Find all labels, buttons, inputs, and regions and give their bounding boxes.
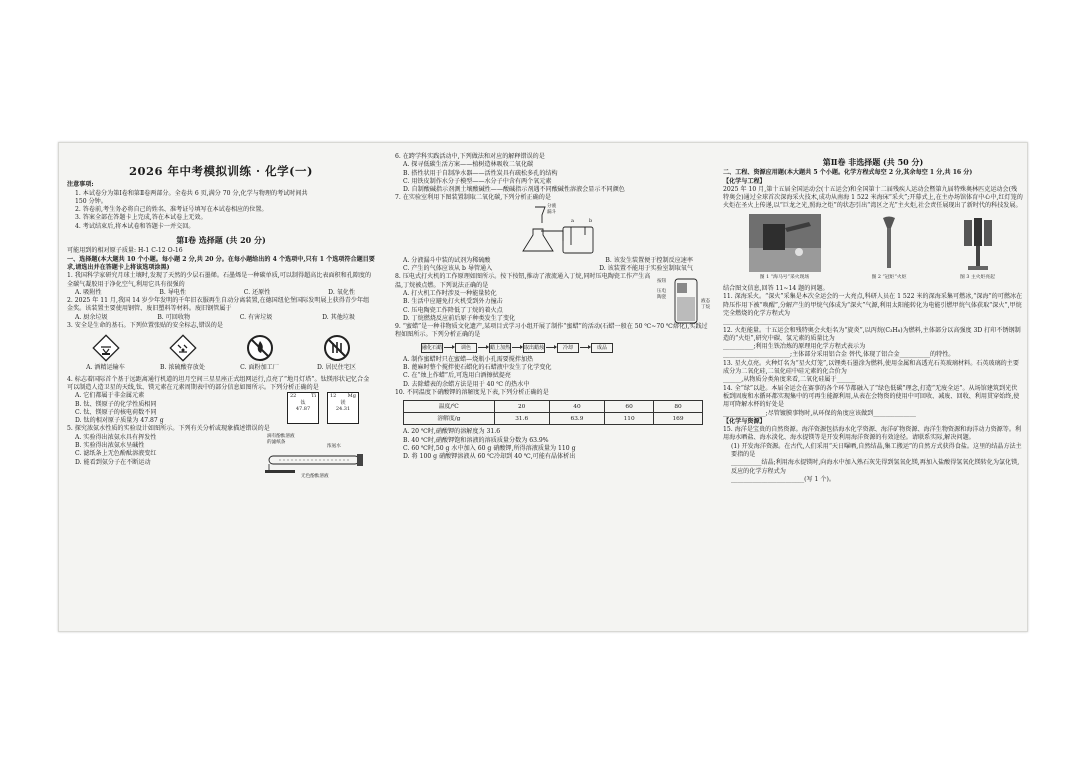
column-1: [67, 153, 375, 623]
question-4: 4. 标志着国际首个基于远距离通行机道的坦月空间三星星座正式组网运行,点亮了“地月灯塔”。钛镁形状记忆合金可以制造人造卫星的天线,钛、镁元素在元素周期表中的部分信息如图所示。下列分析正确的是: [67, 375, 370, 391]
photo-caption: 图 2 “冠炬”火炬: [871, 274, 907, 280]
table-cell: 63.9: [549, 413, 604, 425]
exam-paper: [58, 142, 1028, 632]
intro-text: 2025 年 10 月,第十五届全国运动会(十五运会)和全国第十二届残疾人运动会暨第九届特殊奥林匹克运动会(残特奥会)通过全球首次深海采火技术,成功从南海 1 522 米海床“采火”;开幕式上,在主办场馆体育中心中,红灯笼的火炬在圣火上传递,以“巨龙之光,照海之炬”的状态引出“湾区之光”主火炬,社会责任展现出了新时代的科技发展。: [723, 185, 1023, 210]
element-name: 钛: [300, 399, 306, 406]
answer-blank-line: [723, 351, 1023, 359]
q7-figure: [395, 203, 713, 257]
question-12-cont: ;利用生铁冶炼的原理用化学方程式表示为: [753, 343, 866, 351]
table-cell: 31.6: [494, 413, 549, 425]
answer-blank-line: [723, 459, 1023, 476]
arrow-right-icon: [512, 347, 522, 348]
topic-tag: 【化学与资源】: [723, 417, 766, 425]
flow-step: 成品: [591, 343, 613, 353]
titanium-cell: [287, 392, 319, 424]
sign-a: [74, 333, 138, 372]
table-cell: 80: [654, 401, 703, 413]
option: C. 钛、镁原子的核电荷数不同: [75, 408, 157, 416]
question-15-cont: 结晶;利用海水提镁时,向海水中加入熟石灰先得到氢氧化镁,再加入盐酸得氢氧化镁转化为氯化镁,反应的化学方程式为: [731, 459, 1020, 475]
magnesium-cell: [327, 392, 359, 424]
option: A. 20 ℃时,硝酸钾的溶解度为 31.6: [403, 428, 501, 436]
option: C. 滤纸条上无色酚酞溶液变红: [75, 450, 157, 458]
question-14: 14. 全“绿”以赴。本届全运会在赛事的各个环节都融入了“绿色低碳”理念,打造“无废全运”。从场馆建筑到光伏板到固废和水循环都实现集中的可再生能源利用,从表在会物资的使用中可回收、减废、回收、利用贯穿始终,使用可降解水杯的好处是: [723, 384, 1020, 409]
flow-step: 调色: [455, 343, 477, 353]
corrosive-sign-icon: [91, 333, 121, 363]
topic-tag: 【化学与工程】: [723, 177, 766, 185]
figure-label: 浓氨水: [327, 443, 341, 449]
notice-line: 150 分钟。: [75, 197, 107, 205]
answer-blank-line: [723, 410, 1023, 418]
lighter-icon: [671, 277, 701, 325]
part1-title: 第Ⅰ卷 选择题 (共 20 分): [176, 235, 266, 246]
atomic-number: 22: [290, 393, 297, 400]
option: A. 厨余垃圾: [75, 313, 108, 321]
q8-figure: [657, 273, 713, 323]
question-11: 11. 深海采火。“深火”采集是本次全运会的一大亮点,科研人员在 1 522 米的深海采集可燃冰,“深海”的可燃冰在降压作用下被“唤醒”,分解产生的甲烷气体成为“深火”气源,利用太阳能转化为电能引燃甲烷气体获取“深火”,甲烷完全燃烧的化学方程式为: [723, 293, 1023, 317]
option: B. 蓖麻时整个搅拌使石蜡化的石蜡液中发生了化学变化: [403, 364, 552, 372]
photo-2: [872, 214, 907, 282]
option: A. 它们都属于非金属元素: [75, 392, 145, 400]
intro-instructions: 结合图文信息,回答 11~14 题的问题。: [723, 285, 829, 293]
element-cells: [287, 392, 359, 425]
option: C. 面粉加工厂: [240, 364, 279, 372]
atomic-mass: 24.31: [335, 406, 351, 413]
blank: ________________________: [731, 475, 805, 483]
question-13: 13. 星火点亮。火种灯名为“星火灯笼”,以锂类石墨涂为燃料,使用金属和高透光石英玻璃材料。石英玻璃的主要成分为二氧化硅,二氧化硅中硅元素的化合价为: [723, 359, 1019, 376]
q7-options-1: [395, 257, 713, 265]
blank: __________: [899, 351, 931, 359]
option: D. 其他垃圾: [322, 313, 355, 321]
option: B. 可回收物: [157, 313, 191, 321]
question-5: 5. 探究浓氨水性质的实验设计如图所示。下列有关分析或现象描述错误的是: [67, 425, 270, 433]
photo-row: [723, 214, 1023, 282]
column-3: [723, 153, 1023, 623]
table-cell: 169: [654, 413, 703, 425]
figure-label: 压电: [657, 289, 667, 295]
option: A. 吸附性: [75, 288, 102, 296]
blank: ______: [723, 376, 742, 384]
figure-label: b: [589, 217, 593, 224]
tube-apparatus-icon: [265, 443, 375, 476]
section1-instructions: 一、选择题(本大题共 10 个小题。每小题 2 分,共 20 分。在每小题给出的 4 个选项中,只有 1 个选项符合题目要求,请选出并在答题卡上将该选项涂黑): [67, 255, 375, 271]
no-fire-sign-icon: [245, 333, 275, 363]
notice-line: 4. 考试结束后,将本试卷和答题卡一并交回。: [75, 222, 195, 230]
blank: __________: [723, 343, 754, 351]
element-symbol: Mg: [347, 393, 356, 400]
atomic-mass: 47.87: [295, 406, 311, 413]
option: A. 酒精运输车: [86, 364, 125, 372]
option: A. 打火机工作时涉及一种能量转化: [403, 289, 497, 297]
option: D. 将 100 g 硝酸钾溶液从 60 ℃冷却到 40 ℃,可能有晶体析出: [403, 453, 576, 461]
photo-1: [749, 214, 821, 282]
option: C. 有害垃圾: [239, 313, 273, 321]
option: C. 还原性: [243, 288, 271, 296]
question-7: 7. 在实验室利用下图装置制取二氧化碳,下列分析正确的是: [395, 194, 551, 202]
figure-label: a: [571, 217, 574, 224]
question-12-cont: ;主体部分采用铝合金 替代,体现了铝合金: [790, 351, 900, 359]
blank: ______________: [723, 409, 766, 417]
section2-instructions: 二、工程、资源应用题(本大题共 5 个小题。化学方程式每空 2 分,其余每空 1 分,共 16 分): [723, 169, 973, 177]
question-6: 6. 在跨学科实践活动中,下列做法和对应的解释错误的是: [395, 153, 545, 160]
flow-step: 蜡上加热: [490, 344, 511, 351]
arrow-right-icon: [580, 347, 590, 348]
option: D. 氧化性: [328, 288, 355, 296]
option: A. 分液漏斗中装的试剂为稀硫酸: [403, 256, 491, 264]
q4-block: [67, 392, 375, 425]
table-header: 温度/℃: [404, 401, 495, 413]
blank: ______________: [873, 409, 916, 417]
option: C. 产生的气体应该从 b 导管通入: [403, 265, 493, 273]
atomic-masses: 可能用到的相对原子质量: H-1 C-12 O-16: [67, 247, 183, 255]
option: B. 该发生装置便于控制反应速率: [605, 256, 693, 264]
q1-options: [67, 289, 375, 297]
arrow-right-icon: [444, 347, 454, 348]
flow-step: 冷却: [557, 343, 579, 353]
option: B. 生活中应避免打火机受到外力撞击: [403, 298, 503, 306]
photo-caption: 图 3 主火炬亮起: [960, 274, 995, 280]
figure-label: 的滤纸条: [267, 439, 286, 445]
option: D. 丁烷燃烧反应前后原子种类发生了变化: [403, 314, 516, 322]
option: B. 40 ℃时,硝酸钾饱和溶液的溶质质量分数为 63.9%: [403, 436, 549, 444]
q8-text: [395, 273, 657, 323]
q8-block: [395, 273, 713, 323]
flow-step: 取出蜡烛: [524, 344, 545, 351]
option: A. 探寻低碳生活方案——植树造林吸收二氧化碳: [403, 161, 534, 169]
question-1: 1. 我国科学家研究月球土壤时,发现了天然的少层石墨烯。石墨烯是一种碳单质,可以制得超高比表面积和孔隙度的全碳气凝胶用于净化空气,利用它具有很强的: [67, 272, 372, 288]
blank: ______: [836, 376, 855, 384]
question-14-cont: ;尽管镀膜事物时,从环保的角度应该做到: [765, 409, 874, 417]
column-2: [395, 153, 713, 623]
q4-options: [67, 392, 287, 425]
option: D. 去除蜡表的余蜡方法是用于 40 ℃ 的热水中: [403, 380, 530, 388]
question-8: 8. 压电式打火机的工作原理如图所示。按下按钮,推动了液流通入丁烷,同时压电陶瓷工作产生高温,丁烷被点燃。下列说法正确的是: [395, 273, 651, 289]
question-2: 2. 2025 年 11 月,我国 14 岁少年发明的千年旧衣服再生自动分离装置,在德国纽伦堡国际发明展上获得青少年组金奖。该装置主要使用钢管、废旧塑料等材料。废旧钢管属于: [67, 297, 370, 313]
option: B. 导电性: [159, 288, 186, 296]
figure-label: 液态: [701, 299, 711, 305]
exam-title: 2026 年中考模拟训练 · 化学(一): [129, 164, 313, 178]
question-12-cont: 的特性。: [930, 351, 955, 359]
question-3: 3. 安全是生命的基石。下列位置张贴的安全标志,错误的是: [67, 322, 223, 330]
question-12: 12. 火炬能量。十五运会和残特奥会火炬名为“旋炎”,以丙烷(C₃H₈)为燃料,主体部分以高强度 3D 打印不锈钢制造的“火炬”,研究中碳、氢元素的质量比为: [723, 326, 1021, 342]
figure-label: 分液: [547, 203, 557, 209]
q3-signs: [67, 333, 375, 372]
photo-3: [958, 214, 998, 282]
no-fireworks-sign-icon: [322, 333, 352, 363]
notice-heading: 注意事项:: [67, 181, 94, 189]
deep-sea-robot-photo: [749, 214, 821, 272]
table-cell: 60: [605, 401, 654, 413]
q5-options: [67, 434, 265, 467]
q5-figure: [265, 433, 375, 479]
notice-line: 3. 答案全部在答题卡上完成,答在本试卷上无效。: [75, 214, 207, 222]
corrosive-liquid-sign-icon: [168, 333, 198, 363]
figure-label: 陶瓷: [657, 295, 667, 301]
sign-b: [151, 333, 215, 372]
flow-step: 融化石蜡: [422, 344, 443, 351]
question-9: 9. “蜜蜡”是一种非物质文化遗产,某项目式学习小组开展了制作“蜜蜡”的活动(石蜡一般在 50 ℃~70 ℃熔化),实践过程如图所示。下列分析正确的是: [395, 323, 708, 339]
element-symbol: Ti: [311, 393, 316, 400]
option: C. 在“烛上作蜡”后,可选用白酒擦拭提亮: [403, 372, 511, 380]
option: B. 浓硫酸存放处: [160, 364, 205, 372]
option: B. 搭性状用于自制净水器——活性炭具有疏松多孔的结构: [403, 169, 558, 177]
blank: __________: [731, 459, 762, 467]
question-15: 15. 海洋是宝贵的自然资源。海洋资源包括海水化学资源、海洋矿物资源、海洋生物资源和海洋动力资源等。利用海水晒盐、海水淡化、海水提镁等是开发利用海洋资源的有效途径。请联系实际,解决问题。: [723, 426, 1022, 442]
torch-photo: [874, 214, 904, 272]
option: C. 60 ℃时,50 g 水中加入 60 g 硝酸钾,所得溶液质量为 110 g: [403, 444, 576, 452]
table-cell: 110: [605, 413, 654, 425]
table-row: [404, 401, 703, 413]
answer-blank: ______________________________: [723, 318, 815, 326]
q9-flowchart: [395, 343, 713, 353]
option: D. 该装置不能用于实验室制取氧气: [599, 265, 693, 273]
question-15-part-1: (1) 开发海洋资源。在古代,人们采用“天日曝晒,自然结晶,集工搬运”的自然方式获得食盐。这里的结晶方法主要指的是: [731, 442, 1022, 459]
main-cauldron-photo: [958, 214, 998, 272]
photo-caption: 图 1 “海马号”采火现场: [759, 274, 810, 280]
figure-label: 丁烷: [701, 305, 711, 311]
option: A. 实验得出浓氨水具有挥发性: [75, 433, 157, 441]
table-row: [404, 413, 703, 425]
figure-label: 漏斗: [547, 209, 557, 215]
sign-c: [228, 333, 292, 372]
option: D. 自制酸碱指示剂测土壤酸碱性——酸碱指示剂遇不同酸碱性溶液会显示不同颜色: [403, 186, 625, 194]
q2-options: [67, 314, 375, 322]
sign-d: [305, 333, 369, 372]
element-name: 镁: [340, 399, 346, 406]
blank: ______________________: [723, 351, 791, 359]
answer-blank-line: [723, 376, 1023, 384]
table-cell: 20: [494, 401, 549, 413]
table-header: 溶解度/g: [404, 413, 495, 425]
option: A. 制作蜜蜡时只在蜜蜡—烧瓶小孔需要搅拌加热: [403, 355, 534, 363]
question-13-cont: ,从物质分类角度来看,二氧化硅属于: [741, 376, 837, 384]
figure-label: 按钮: [657, 279, 667, 285]
solubility-table: [403, 400, 703, 425]
arrow-right-icon: [546, 347, 556, 348]
question-15-cont: (写 1 个)。: [804, 475, 835, 483]
option: C. 用铁皮制作水分子模型——水分子中含有两个氧元素: [403, 177, 552, 185]
option: C. 压电陶瓷工作降低了丁烷的着火点: [403, 306, 503, 314]
table-cell: 40: [549, 401, 604, 413]
gas-generator-icon: [505, 203, 625, 257]
q5-block: [67, 433, 375, 479]
option: D. 能看到氨分子在不断运动: [75, 458, 151, 466]
atomic-number: 12: [330, 393, 337, 400]
answer-blank-line: [723, 476, 1023, 484]
part2-title: 第Ⅱ卷 非选择题 (共 50 分): [822, 157, 924, 167]
notice-line: 1. 本试卷分为第Ⅰ卷和第Ⅱ卷两部分。全卷共 6 页,满分 70 分,化学与物理的考试时间共: [75, 189, 308, 197]
option: D. 钛的相对原子质量为 47.87 g: [75, 417, 164, 425]
question-10: 10. 不同温度下硝酸钾的溶解度见下表,下列分析正确的是: [395, 388, 549, 396]
arrow-right-icon: [478, 347, 488, 348]
figure-label: 无色酚酞溶液: [301, 473, 329, 479]
option: B. 钛、镁原子的化学性质相同: [75, 400, 157, 408]
figure-label: 滴有酚酞溶液: [267, 433, 295, 439]
notice-line: 2. 答卷前,考生务必将自己的姓名、准考证号填写在本试卷相应的位置。: [75, 206, 268, 214]
option: D. 居民住宅区: [316, 364, 356, 372]
option: B. 实验得出浓氨水呈碱性: [75, 442, 145, 450]
